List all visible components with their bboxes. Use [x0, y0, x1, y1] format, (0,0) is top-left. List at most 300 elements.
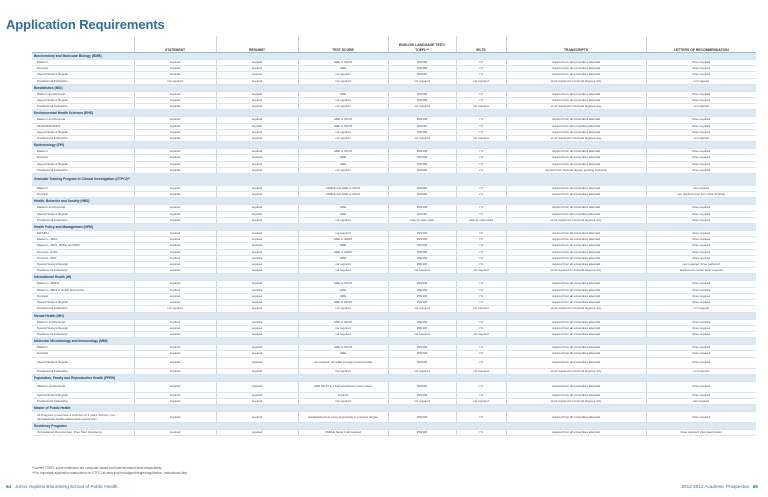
toefl-cell: 250/100 [388, 155, 456, 161]
letters-cell: three required [646, 123, 756, 129]
toefl-cell: 250/100 [388, 351, 456, 357]
toefl-cell: 250/100 [388, 72, 456, 78]
transcripts-cell: required from all universities attended [506, 357, 646, 368]
statement-cell: required [134, 345, 216, 351]
department-row [32, 405, 756, 412]
transcripts-cell: required from all universities attended [506, 192, 646, 198]
resume-cell: required [216, 243, 298, 249]
test-score-cell: USMLE Steps 1 &2 required [298, 430, 388, 436]
ielts-cell: 7.0 [456, 412, 506, 423]
toefl-cell: 250/100 [388, 319, 456, 325]
program-cell: Special Student Regular [32, 262, 134, 268]
ielts-cell: not required [456, 268, 506, 274]
letters-cell: three required; plus dean's letter [646, 430, 756, 436]
resume-cell: required [216, 66, 298, 72]
test-score-cell: not required [298, 78, 388, 84]
toefl-cell: 250/100 [388, 357, 456, 368]
transcripts-cell: required from all universities attended [506, 331, 646, 337]
department-row [32, 224, 756, 231]
transcripts-cell: required from all universities attended [506, 60, 646, 66]
program-cell: Special Student Regular [32, 357, 134, 368]
ielts-cell: 7.0 [456, 392, 506, 398]
statement-cell: required [134, 281, 216, 287]
program-cell: Doctoral [32, 293, 134, 299]
resume-cell: required [216, 129, 298, 135]
statement-cell: required [134, 161, 216, 167]
department-name: Biostatistics (BIO) [32, 84, 756, 91]
resume-cell: required [216, 205, 298, 211]
department-name: Master of Public Health [32, 405, 756, 412]
department-row [32, 84, 756, 91]
program-cell: Postdoctoral Fellowship [32, 78, 134, 84]
transcripts-cell: required from all universities attended [506, 249, 646, 255]
transcripts-cell: required from all universities attended [506, 287, 646, 293]
toefl-cell: 250/100 [388, 345, 456, 351]
ielts-cell: 7.0 [456, 98, 506, 104]
requirements-table [32, 36, 756, 436]
resume-cell: required [216, 319, 298, 325]
toefl-cell: 250/100 [388, 262, 456, 268]
footnote-1: *Current TOEFL score minimums are computer-based and internet-based tests respectively. [32, 466, 162, 470]
statement-cell: required [134, 149, 216, 155]
toefl-cell: 250/100 [388, 161, 456, 167]
letters-cell: three required [646, 98, 756, 104]
letters-cell: department mentor letter required [646, 268, 756, 274]
statement-cell: required [134, 287, 216, 293]
statement-cell: required [134, 211, 216, 217]
program-cell: Postdoctoral Fellowship [32, 104, 134, 110]
statement-cell: required [134, 91, 216, 97]
resume-cell: required [216, 192, 298, 198]
resume-cell: required [216, 412, 298, 423]
ielts-cell: not required [456, 306, 506, 312]
ielts-cell: 7.0 [456, 155, 506, 161]
letters-cell: three required [646, 351, 756, 357]
transcripts-cell: required from all universities attended [506, 231, 646, 237]
department-name: International Health (IH) [32, 274, 756, 281]
page-footer [0, 484, 768, 496]
letters-cell: three required [646, 249, 756, 255]
test-score-cell: GRE [298, 293, 388, 299]
letters-cell: one required; three preferred [646, 262, 756, 268]
transcripts-cell: proof required for doctoral degrees only [506, 78, 646, 84]
transcripts-cell: required from all universities attended [506, 129, 646, 135]
program-cell: Postdoctoral Fellowship [32, 398, 134, 404]
resume-cell: required [216, 136, 298, 142]
statement-cell: required [134, 129, 216, 135]
toefl-cell: 250/100 [388, 91, 456, 97]
transcripts-cell: required from all universities attended [506, 262, 646, 268]
ielts-cell: 7.0 [456, 249, 506, 255]
test-score-cell: not required [298, 398, 388, 404]
letters-cell: three required [646, 255, 756, 261]
transcripts-cell: required from doctoral degree granting institution [506, 167, 646, 173]
department-name: Epidemiology (EPI) [32, 142, 756, 149]
statement-cell: required [134, 300, 216, 306]
footer-right [681, 484, 758, 489]
toefl-cell: 250/100 [388, 117, 456, 123]
ielts-cell: 7.0 [456, 60, 506, 66]
test-score-cell: not required [298, 306, 388, 312]
test-score-cell: not required [298, 368, 388, 374]
resume-cell: required [216, 98, 298, 104]
letters-cell: three required [646, 287, 756, 293]
department-row [32, 142, 756, 149]
statement-cell: required [134, 412, 216, 423]
transcripts-cell: required from all universities attended [506, 412, 646, 423]
program-cell: Postdoctoral Fellowship [32, 217, 134, 223]
letters-cell: three required [646, 155, 756, 161]
resume-cell: required [216, 104, 298, 110]
footnote-2: **For important application instructions for GTPCI at www.jhsph.edu/gtpci/degree/application_instructions.html. [32, 471, 188, 475]
test-score-cell: GRE [298, 155, 388, 161]
department-name: Residency Programs [32, 423, 756, 430]
header-toefl-label: TOEFL** [415, 47, 429, 52]
department-name: Graduate Training Program in Clinical Investigation (GTPCI)** [32, 174, 756, 186]
ielts-cell: not required [456, 78, 506, 84]
transcripts-cell: required from all universities attended [506, 325, 646, 331]
ielts-cell: case by case basis [456, 217, 506, 223]
letters-cell: not required [646, 136, 756, 142]
program-cell: MA/MPH [32, 231, 134, 237]
program-cell: Master's—MSPH [32, 281, 134, 287]
ielts-cell: 7.0 [456, 381, 506, 392]
department-name: Population, Family and Reproductive Health (PFRH) [32, 374, 756, 381]
resume-cell: required [216, 91, 298, 97]
program-cell: Master's [32, 186, 134, 192]
department-row [32, 274, 756, 281]
program-cell: Master's and Doctoral [32, 205, 134, 211]
statement-cell: required [134, 98, 216, 104]
ielts-cell: 7.0 [456, 192, 506, 198]
transcripts-cell: proof required for doctoral degrees only [506, 268, 646, 274]
test-score-cell: USMLE and GRE or MCAT [298, 186, 388, 192]
letters-cell: three required [646, 319, 756, 325]
resume-cell: required [216, 78, 298, 84]
program-cell: Master's and Doctoral [32, 117, 134, 123]
department-row [32, 198, 756, 205]
program-cell: Doctoral [32, 351, 134, 357]
program-cell: Doctoral—DrPH [32, 249, 134, 255]
toefl-cell: 250/100 [388, 123, 456, 129]
transcripts-cell: required from all universities attended [506, 293, 646, 299]
transcripts-cell: proof required for doctoral degrees only [506, 368, 646, 374]
transcripts-cell: proof required for doctoral degrees only [506, 306, 646, 312]
header-english-group: ENGLISH LANGUAGE TEST/ [399, 43, 445, 48]
statement-cell: required [134, 430, 216, 436]
toefl-cell: not required [388, 368, 456, 374]
footer-right-text: 2012-2013 Academic Prospectus [681, 484, 749, 489]
test-score-cell: GRE or MCAT [298, 60, 388, 66]
letters-cell: three required [646, 392, 756, 398]
test-score-cell: GRE or GMAT [298, 237, 388, 243]
test-score-cell: GRE [298, 91, 388, 97]
statement-cell: required [134, 60, 216, 66]
test-score-cell: not required [298, 104, 388, 110]
footer-right-page-number: 65 [752, 484, 758, 489]
letters-cell: three required [646, 66, 756, 72]
header-transcripts: TRANSCRIPTS [506, 36, 646, 53]
resume-cell: required [216, 331, 298, 337]
ielts-cell: 7.0 [456, 72, 506, 78]
program-cell: Postdoctoral Fellowship [32, 368, 134, 374]
test-score-cell: not required [298, 129, 388, 135]
resume-cell: required [216, 249, 298, 255]
test-score-cell: GRE or MCAT [298, 149, 388, 155]
statement-cell: not required [134, 306, 216, 312]
program-cell: Doctoral—PhD [32, 255, 134, 261]
department-row [32, 312, 756, 319]
test-score-cell: GRE or MCAT [298, 117, 388, 123]
statement-cell: required [134, 249, 216, 255]
resume-cell: required [216, 325, 298, 331]
transcripts-cell: proof required for doctoral degrees only [506, 398, 646, 404]
test-score-cell: not required; but GRE strongly recommended [298, 357, 388, 368]
test-score-cell: not required [298, 98, 388, 104]
program-cell: Doctoral [32, 155, 134, 161]
test-score-cell: GRE [298, 205, 388, 211]
statement-cell: required [134, 398, 216, 404]
footnotes [32, 466, 632, 476]
toefl-cell: not required [388, 268, 456, 274]
statement-cell: required [134, 123, 216, 129]
transcripts-cell: proof required for doctoral degrees only [506, 104, 646, 110]
letters-cell: not required [646, 368, 756, 374]
program-cell: Master's [32, 149, 134, 155]
test-score-cell: GRE [298, 243, 388, 249]
resume-cell: required [216, 149, 298, 155]
page-title: Application Requirements [6, 17, 165, 32]
program-cell: Special Student Regular [32, 161, 134, 167]
statement-cell: required [134, 331, 216, 337]
transcripts-cell: required from all universities attended [506, 351, 646, 357]
transcripts-cell: required from all universities attended [506, 66, 646, 72]
test-score-cell: GRE [298, 351, 388, 357]
resume-cell: required [216, 262, 298, 268]
table-header-row [32, 36, 756, 53]
test-score-cell: not required [298, 72, 388, 78]
letters-cell: three required [646, 167, 756, 173]
transcripts-cell: required from all universities attended [506, 430, 646, 436]
ielts-cell: 7.0 [456, 300, 506, 306]
resume-cell: required [216, 161, 298, 167]
ielts-cell: not required [456, 136, 506, 142]
ielts-cell: 7.0 [456, 66, 506, 72]
statement-cell: required [134, 293, 216, 299]
statement-cell: required [134, 268, 216, 274]
letters-cell: two required [646, 398, 756, 404]
toefl-cell: 250/100 [388, 293, 456, 299]
toefl-cell: not required [388, 136, 456, 142]
resume-cell: required [216, 281, 298, 287]
toefl-cell: 250/100 [388, 300, 456, 306]
program-cell: Doctoral [32, 66, 134, 72]
statement-cell: required [134, 186, 216, 192]
department-row [32, 110, 756, 117]
test-score-cell: GRE [298, 66, 388, 72]
toefl-cell: 250/100 [388, 205, 456, 211]
test-score-cell: GRE [298, 287, 388, 293]
toefl-cell: 250/100 [388, 149, 456, 155]
resume-cell: required [216, 255, 298, 261]
transcripts-cell: required from all universities attended [506, 149, 646, 155]
ielts-cell: 7.0 [456, 243, 506, 249]
statement-cell: not required [134, 78, 216, 84]
toefl-cell: not required [388, 78, 456, 84]
test-score-cell: standardized test score appropriate to previous degree [298, 412, 388, 423]
ielts-cell: 7.0 [456, 161, 506, 167]
toefl-cell: 250/100 [388, 325, 456, 331]
resume-cell: required [216, 398, 298, 404]
toefl-cell: 250/100 [388, 392, 456, 398]
resume-cell: required [216, 167, 298, 173]
ielts-cell: 7.0 [456, 231, 506, 237]
ielts-cell: 7.0 [456, 262, 506, 268]
transcripts-cell: required from all universities attended [506, 381, 646, 392]
resume-cell: required [216, 368, 298, 374]
test-score-cell: GRE MCAT or LSAT accepted in some cases [298, 381, 388, 392]
ielts-cell: not required [456, 104, 506, 110]
program-cell: Special Student Regular [32, 98, 134, 104]
letters-cell: two required [646, 186, 756, 192]
ielts-cell: 7.0 [456, 211, 506, 217]
toefl-cell: 250/100 [388, 430, 456, 436]
program-cell: Special Student Regular [32, 300, 134, 306]
toefl-cell: 250/100 [388, 249, 456, 255]
toefl-cell: not required [388, 306, 456, 312]
letters-cell: three required [646, 381, 756, 392]
program-cell: Master's—MHS, MSPH and MPP [32, 243, 134, 249]
header-toefl [388, 36, 456, 53]
statement-cell: required [134, 237, 216, 243]
statement-cell: required [134, 319, 216, 325]
program-cell: Master's—MHA [32, 237, 134, 243]
transcripts-cell: required from all universities attended [506, 237, 646, 243]
ielts-cell: 7.0 [456, 351, 506, 357]
transcripts-cell: required from all universities attended [506, 392, 646, 398]
department-name: Health Policy and Management (HPM) [32, 224, 756, 231]
letters-cell: three required [646, 91, 756, 97]
department-row [32, 53, 756, 60]
toefl-cell: 250/100 [388, 192, 456, 198]
ielts-cell: 7.0 [456, 357, 506, 368]
transcripts-cell: required from all universities attended [506, 255, 646, 261]
test-score-cell: not required [298, 136, 388, 142]
ielts-cell: 7.0 [456, 237, 506, 243]
department-name: Molecular Microbiology and Immunology (MMI) [32, 338, 756, 345]
ielts-cell: not required [456, 368, 506, 374]
letters-cell: three required [646, 60, 756, 66]
program-cell: Special Student Regular [32, 392, 134, 398]
resume-cell: required [216, 345, 298, 351]
ielts-cell: 7.0 [456, 293, 506, 299]
test-score-cell: GRE or MCAT [298, 123, 388, 129]
resume-cell: required [216, 60, 298, 66]
program-cell: Special Student Regular [32, 72, 134, 78]
test-score-cell: GRE or MCAT [298, 345, 388, 351]
footer-left [6, 484, 118, 489]
program-cell: All Programs (must have a minimum of 2 years, full-time, pre-baccalaureate health-related work experience) [32, 412, 134, 423]
resume-cell: required [216, 186, 298, 192]
program-cell: Master's and Doctoral [32, 91, 134, 97]
letters-cell: three required [646, 243, 756, 249]
program-row [32, 357, 756, 368]
ielts-cell: 7.0 [456, 325, 506, 331]
toefl-cell: 250/100 [388, 60, 456, 66]
statement-cell: required [134, 167, 216, 173]
transcripts-cell: proof required for doctoral degrees only [506, 217, 646, 223]
program-row [32, 430, 756, 436]
department-name: Mental Health (MH) [32, 312, 756, 319]
resume-cell: required [216, 231, 298, 237]
test-score-cell: not required [298, 268, 388, 274]
toefl-cell: 250/100 [388, 167, 456, 173]
resume-cell: required [216, 300, 298, 306]
program-cell: Special Student Regular [32, 211, 134, 217]
resume-cell: required [216, 351, 298, 357]
letters-cell: three required [646, 237, 756, 243]
letters-cell: three required [646, 129, 756, 135]
transcripts-cell: required from all universities attended [506, 243, 646, 249]
resume-cell: required [216, 268, 298, 274]
test-score-cell: GRE [298, 161, 388, 167]
ielts-cell: 7.0 [456, 319, 506, 325]
transcripts-cell: required from all universities attended [506, 91, 646, 97]
letters-cell: two required (one from clinic funding) [646, 192, 756, 198]
transcripts-cell: required from all universities attended [506, 281, 646, 287]
letters-cell: three required [646, 161, 756, 167]
statement-cell: required [134, 357, 216, 368]
letters-cell: not required [646, 78, 756, 84]
transcripts-cell: required from all universities attended [506, 72, 646, 78]
resume-cell: required [216, 287, 298, 293]
letters-cell: not required [646, 306, 756, 312]
toefl-cell: case by case basis [388, 217, 456, 223]
toefl-cell: 250/100 [388, 281, 456, 287]
toefl-cell: 250/100 [388, 129, 456, 135]
resume-cell: required [216, 381, 298, 392]
letters-cell: three required [646, 211, 756, 217]
statement-cell: required [134, 392, 216, 398]
letters-cell: three required [646, 345, 756, 351]
ielts-cell: 7.0 [456, 123, 506, 129]
footer-left-page-number: 64 [6, 484, 12, 489]
statement-cell: required [134, 72, 216, 78]
statement-cell: required [134, 117, 216, 123]
transcripts-cell: required from all universities attended [506, 117, 646, 123]
ielts-cell: 7.0 [456, 117, 506, 123]
test-score-cell: GRE or MCAT [298, 300, 388, 306]
program-cell: Master's and Doctoral [32, 319, 134, 325]
ielts-cell: 7.0 [456, 167, 506, 173]
ielts-cell: 7.0 [456, 149, 506, 155]
resume-cell: required [216, 123, 298, 129]
ielts-cell: 7.0 [456, 186, 506, 192]
program-cell: Master's—MHS in Health Economics [32, 287, 134, 293]
department-name: Health, Behavior and Society (HBS) [32, 198, 756, 205]
program-cell: Master's [32, 60, 134, 66]
toefl-cell: 250/100 [388, 237, 456, 243]
resume-cell: required [216, 217, 298, 223]
transcripts-cell: required from all universities attended [506, 211, 646, 217]
test-score-cell: GRE [298, 211, 388, 217]
statement-cell: required [134, 243, 216, 249]
statement-cell: required [134, 368, 216, 374]
header-program [32, 36, 134, 53]
toefl-cell: 250/100 [388, 66, 456, 72]
test-score-cell: GRE [298, 255, 388, 261]
program-cell: Master's and Doctoral [32, 381, 134, 392]
